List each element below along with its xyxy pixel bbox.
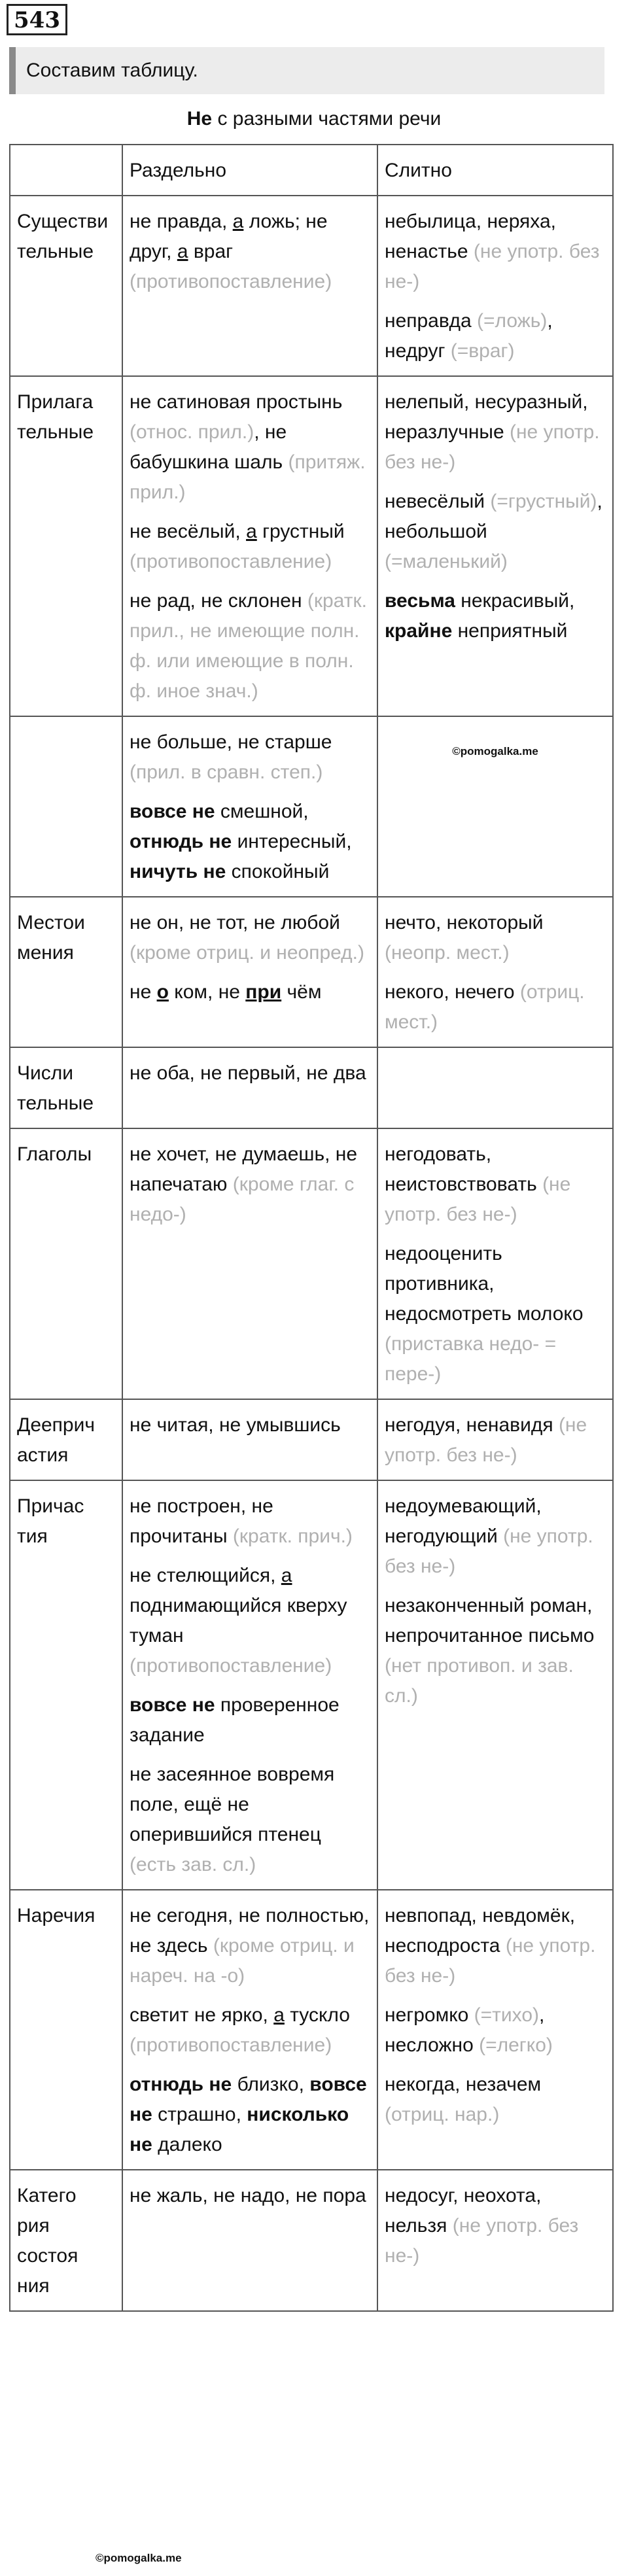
row-label-line: ния [17, 2275, 50, 2297]
example-text: проверенное задание [130, 1694, 340, 1746]
cell-paragraph [385, 2070, 606, 2130]
example-text: вовсе не [130, 2074, 367, 2125]
example-text: светит не ярко, [130, 2004, 274, 2026]
example-text: тускло [284, 2004, 350, 2026]
example-text: а [246, 521, 257, 542]
row-label-cell [10, 2170, 122, 2311]
note-text: (=ложь) [477, 310, 548, 332]
watermark-in-cell: ©pomogalka.me [452, 745, 538, 757]
table-row [10, 1480, 613, 1890]
example-text: не читая, не умывшись [130, 1414, 341, 1436]
cell-paragraph [130, 908, 370, 968]
cell-paragraph [385, 1901, 606, 1991]
table-row [10, 716, 613, 897]
note-text: (противопоставление) [130, 2034, 332, 2056]
example-text: не сатиновая простынь [130, 391, 343, 413]
example-text: негромко [385, 2004, 474, 2026]
table-row [10, 1399, 613, 1480]
cell-paragraph [130, 2181, 370, 2211]
cell-paragraph [385, 1410, 606, 1471]
cell-paragraph [385, 2000, 606, 2061]
note-text: (не употр. без не-) [385, 1414, 587, 1466]
separate-cell [122, 1399, 377, 1480]
cell-paragraph [385, 207, 606, 297]
example-text: не весёлый, [130, 521, 247, 542]
cell-paragraph [130, 1491, 370, 1552]
example-text: о [156, 981, 169, 1003]
table-caption [0, 106, 628, 132]
cell-paragraph [130, 586, 370, 706]
example-text: не хочет, не думаешь, не напечатаю [130, 1143, 358, 1195]
row-label-line: рия [17, 2215, 50, 2237]
note-text: (=легко) [479, 2034, 553, 2056]
example-text: не рад, не склонен [130, 590, 307, 612]
example-text: ложь; не друг, [130, 211, 328, 262]
row-label-cell [10, 716, 122, 897]
row-label-cell [10, 376, 122, 716]
row-label-line: Глаголы [17, 1143, 92, 1165]
example-text: страшно, [152, 2104, 247, 2125]
cell-paragraph [385, 1591, 606, 1711]
example-text: вовсе не [130, 1694, 215, 1716]
example-text: незаконченный роман, непрочитанное письмо [385, 1595, 595, 1646]
row-label-cell [10, 897, 122, 1047]
example-text: а [273, 2004, 285, 2026]
cell-paragraph [385, 908, 606, 968]
note-text: (не употр. без не-) [385, 1174, 571, 1225]
table-row [10, 897, 613, 1047]
example-text: враг [188, 241, 234, 262]
table-header-row [10, 145, 613, 196]
cell-paragraph [385, 387, 606, 478]
example-text: далеко [152, 2134, 222, 2155]
example-text: не засеянное вовремя поле, ещё не оперившийся птенец [130, 1764, 335, 1845]
note-text: (не употр. без не-) [385, 1525, 593, 1577]
note-text: (приставка недо- = пере-) [385, 1333, 557, 1385]
example-text: не [130, 981, 157, 1003]
example-text: нечто, некоторый [385, 912, 544, 933]
fused-cell [377, 1047, 613, 1128]
fused-cell [377, 897, 613, 1047]
note-text: (не употр. без не-) [385, 241, 600, 292]
example-text: а [232, 211, 244, 232]
separate-cell [122, 2170, 377, 2311]
example-text: негодуя, ненавидя [385, 1414, 559, 1436]
row-label-line: Прилага [17, 391, 94, 413]
separate-cell [122, 1047, 377, 1128]
example-text: недоумевающий, негодующий [385, 1495, 542, 1547]
note-text: (противопоставление) [130, 271, 332, 292]
example-text: невесёлый [385, 491, 491, 512]
caption-bold: Не [186, 108, 213, 130]
cell-paragraph [130, 1760, 370, 1880]
cell-paragraph [130, 1058, 370, 1088]
example-text: не оба, не первый, не два [130, 1062, 366, 1084]
note-text: (кратк. прич.) [232, 1525, 353, 1547]
note-text: (относ. прил.) [130, 421, 254, 443]
row-label-line: состоя [17, 2245, 78, 2267]
example-text: отнюдь не [130, 2074, 232, 2095]
cell-paragraph [385, 1491, 606, 1582]
note-text: (не употр. без не-) [385, 421, 600, 473]
example-text: не стелющийся, [130, 1565, 281, 1586]
example-text: не больше, не старше [130, 731, 332, 753]
example-text: недооценить противника, недосмотреть молоко [385, 1243, 584, 1325]
row-label-line: Числи [17, 1062, 74, 1084]
example-text: не он, не тот, не любой [130, 912, 340, 933]
caption-rest: с разными частями речи [212, 108, 442, 130]
row-label-cell [10, 1047, 122, 1128]
table-row [10, 1047, 613, 1128]
example-text: не построен, не прочитаны [130, 1495, 273, 1547]
cell-paragraph [130, 1140, 370, 1230]
example-text: невпопад, невдомёк, несподроста [385, 1905, 576, 1957]
watermark-bottom: ©pomogalka.me [96, 2552, 182, 2564]
separate-cell [122, 897, 377, 1047]
example-text: некого, нечего [385, 981, 520, 1003]
example-text: близко, [232, 2074, 310, 2095]
note-text: (противопоставление) [130, 551, 332, 572]
row-label-line: мения [17, 942, 74, 964]
table-row [10, 1128, 613, 1399]
fused-cell [377, 1480, 613, 1890]
note-text: (неопр. мест.) [385, 942, 510, 964]
cell-paragraph [130, 727, 370, 788]
note-text: (кроме отриц. и неопред.) [130, 942, 365, 964]
cell-paragraph [385, 306, 606, 366]
row-label-line: астия [17, 1444, 69, 1466]
cell-paragraph [385, 1239, 606, 1389]
cell-paragraph [130, 517, 370, 577]
example-text: отнюдь не [130, 831, 232, 852]
cell-paragraph [130, 1561, 370, 1681]
example-text: не жаль, не надо, не пора [130, 2185, 366, 2206]
example-text: негодовать, неистовствовать [385, 1143, 543, 1195]
row-label-line: Катего [17, 2185, 77, 2206]
table-row [10, 2170, 613, 2311]
example-text: ничуть не [130, 861, 226, 882]
fused-cell [377, 716, 613, 897]
example-text: при [245, 981, 282, 1003]
example-text: поднимающийся кверху туман [130, 1595, 347, 1646]
note-text: (=грустный) [490, 491, 597, 512]
cell-paragraph [385, 2181, 606, 2271]
row-label-cell [10, 1890, 122, 2170]
cell-paragraph [130, 207, 370, 297]
note-text: (притяж. прил.) [130, 451, 366, 503]
example-text: , не бабушкина шаль [130, 421, 288, 473]
note-text: (=тихо) [474, 2004, 540, 2026]
example-text: небылица, неряха, ненастье [385, 211, 556, 262]
row-label-line: Существи [17, 211, 109, 232]
task-banner: Составим таблицу. [9, 47, 604, 94]
example-text: неприятный [452, 620, 568, 642]
row-label-line: тия [17, 1525, 48, 1547]
example-text: интересный, [232, 831, 352, 852]
separate-cell [122, 1128, 377, 1399]
row-label-line: тельные [17, 421, 94, 443]
fused-cell [377, 376, 613, 716]
table-row [10, 376, 613, 716]
example-text: не сегодня, не полностью, не здесь [130, 1905, 370, 1957]
example-text: недосуг, неохота, нельзя [385, 2185, 542, 2237]
row-label-line: Дееприч [17, 1414, 96, 1436]
cell-paragraph [130, 977, 370, 1007]
cell-paragraph [130, 1901, 370, 1991]
separate-cell [122, 1480, 377, 1890]
header-cell-empty [10, 145, 122, 196]
note-text: (кроме отриц. и нареч. на -о) [130, 1935, 355, 1987]
row-label-line: тельные [17, 1092, 94, 1114]
cell-paragraph [130, 1690, 370, 1750]
table-row [10, 196, 613, 376]
note-text: (кроме глаг. с недо-) [130, 1174, 355, 1225]
example-text: а [281, 1565, 292, 1586]
example-text: , небольшой [385, 491, 602, 542]
note-text: (есть зав. сл.) [130, 1854, 256, 1875]
note-text: (=маленький) [385, 551, 508, 572]
note-text: (=враг) [450, 340, 515, 362]
row-label-cell [10, 1480, 122, 1890]
example-text: чём [281, 981, 322, 1003]
fused-cell [377, 1399, 613, 1480]
example-text: некрасивый, [455, 590, 575, 612]
table-row [10, 1890, 613, 2170]
note-text: (не употр. без не-) [385, 2215, 579, 2267]
example-text: вовсе не [130, 801, 215, 822]
separate-cell [122, 196, 377, 376]
cell-paragraph [130, 797, 370, 887]
separate-cell [122, 1890, 377, 2170]
example-text: неправда [385, 310, 477, 332]
rules-table [9, 144, 614, 2312]
note-text: (отриц. нар.) [385, 2104, 500, 2125]
cell-paragraph [385, 1140, 606, 1230]
note-text: (отриц. мест.) [385, 981, 585, 1033]
cell-paragraph [385, 487, 606, 577]
note-text: (прил. в сравн. степ.) [130, 761, 323, 783]
example-text: крайне [385, 620, 453, 642]
example-text: , недруг [385, 310, 553, 362]
example-text: нелепый, несуразный, неразлучные [385, 391, 588, 443]
row-label-line: тельные [17, 241, 94, 262]
row-label-line: Наречия [17, 1905, 96, 1926]
note-text: (кратк. прил., не имеющие полн. ф. или имеющие в полн. ф. иное знач.) [130, 590, 367, 702]
separate-cell [122, 376, 377, 716]
example-text: , несложно [385, 2004, 545, 2056]
fused-cell [377, 1890, 613, 2170]
note-text: (противопоставление) [130, 1655, 332, 1677]
row-label-cell [10, 1399, 122, 1480]
example-text: смешной, [215, 801, 309, 822]
exercise-number: 543 [7, 4, 67, 35]
cell-paragraph [130, 2070, 370, 2160]
cell-paragraph [130, 2000, 370, 2061]
row-label-line: Причас [17, 1495, 84, 1517]
row-label-cell [10, 1128, 122, 1399]
example-text: а [177, 241, 188, 262]
row-label-cell [10, 196, 122, 376]
cell-paragraph [385, 977, 606, 1037]
note-text: (нет противоп. и зав. сл.) [385, 1655, 574, 1707]
example-text: спокойный [226, 861, 330, 882]
fused-cell [377, 1128, 613, 1399]
fused-cell [377, 2170, 613, 2311]
header-cell-fused: Слитно [377, 145, 613, 196]
example-text: нисколько не [130, 2104, 349, 2155]
fused-cell [377, 196, 613, 376]
header-cell-separate: Раздельно [122, 145, 377, 196]
separate-cell [122, 716, 377, 897]
note-text: (не употр. без не-) [385, 1935, 596, 1987]
cell-paragraph [385, 586, 606, 646]
example-text: не правда, [130, 211, 233, 232]
cell-paragraph [130, 1410, 370, 1440]
cell-paragraph [130, 387, 370, 508]
example-text: ком, не [168, 981, 246, 1003]
row-label-line: Местои [17, 912, 85, 933]
example-text: весьма [385, 590, 455, 612]
example-text: некогда, незачем [385, 2074, 542, 2095]
example-text: грустный [256, 521, 345, 542]
